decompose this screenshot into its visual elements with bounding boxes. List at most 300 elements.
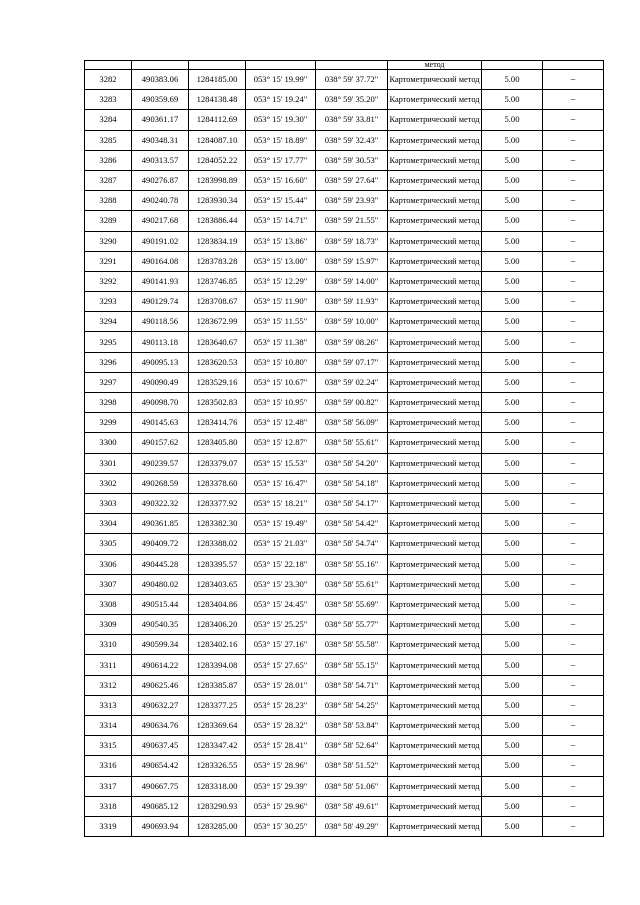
point-number-cell: 3294 <box>85 312 132 332</box>
method-cell: Картометрический метод <box>388 776 482 796</box>
table-row <box>85 312 604 332</box>
y-coordinate-cell: 1284185.00 <box>189 70 246 90</box>
accuracy-cell: 5.00 <box>482 493 543 513</box>
table-row <box>85 776 604 796</box>
method-cell: Картометрический метод <box>388 635 482 655</box>
longitude-cell: 038° 59' 15.97" <box>316 251 388 271</box>
accuracy-cell: 5.00 <box>482 594 543 614</box>
table-row <box>85 514 604 534</box>
longitude-cell: 038° 58' 54.17" <box>316 493 388 513</box>
method-cell: Картометрический метод <box>388 251 482 271</box>
longitude-cell: 038° 59' 00.82" <box>316 393 388 413</box>
longitude-cell: 038° 58' 55.61" <box>316 574 388 594</box>
table-row <box>85 433 604 453</box>
y-coordinate-cell: 1283347.42 <box>189 736 246 756</box>
method-cell: Картометрический метод <box>388 170 482 190</box>
method-cell: Картометрический метод <box>388 110 482 130</box>
accuracy-cell: 5.00 <box>482 110 543 130</box>
longitude-cell: 038° 58' 55.77" <box>316 615 388 635</box>
latitude-cell: 053° 15' 25.25" <box>246 615 316 635</box>
latitude-cell: 053° 15' 21.03" <box>246 534 316 554</box>
point-number-cell: 3300 <box>85 433 132 453</box>
header-cell-empty <box>246 61 316 70</box>
table-row <box>85 493 604 513</box>
method-cell: Картометрический метод <box>388 433 482 453</box>
table-row <box>85 736 604 756</box>
note-cell: – <box>543 635 604 655</box>
y-coordinate-cell: 1283529.16 <box>189 372 246 392</box>
latitude-cell: 053° 15' 19.99" <box>246 70 316 90</box>
x-coordinate-cell: 490239.57 <box>132 453 189 473</box>
note-cell: – <box>543 816 604 836</box>
point-number-cell: 3283 <box>85 90 132 110</box>
accuracy-cell: 5.00 <box>482 534 543 554</box>
longitude-cell: 038° 59' 21.55" <box>316 211 388 231</box>
longitude-cell: 038° 58' 55.16" <box>316 554 388 574</box>
table-row <box>85 170 604 190</box>
longitude-cell: 038° 58' 51.06" <box>316 776 388 796</box>
table-row <box>85 554 604 574</box>
latitude-cell: 053° 15' 11.90" <box>246 292 316 312</box>
x-coordinate-cell: 490625.46 <box>132 675 189 695</box>
method-cell: Картометрический метод <box>388 716 482 736</box>
longitude-cell: 038° 59' 11.93" <box>316 292 388 312</box>
accuracy-cell: 5.00 <box>482 675 543 695</box>
x-coordinate-cell: 490480.02 <box>132 574 189 594</box>
longitude-cell: 038° 59' 10.00" <box>316 312 388 332</box>
y-coordinate-cell: 1283746.85 <box>189 271 246 291</box>
header-cell-empty <box>543 61 604 70</box>
y-coordinate-cell: 1283285.00 <box>189 816 246 836</box>
y-coordinate-cell: 1283395.57 <box>189 554 246 574</box>
table-row <box>85 716 604 736</box>
longitude-cell: 038° 58' 54.42" <box>316 514 388 534</box>
table-body <box>85 61 604 837</box>
point-number-cell: 3310 <box>85 635 132 655</box>
accuracy-cell: 5.00 <box>482 312 543 332</box>
point-number-cell: 3305 <box>85 534 132 554</box>
y-coordinate-cell: 1283405.80 <box>189 433 246 453</box>
y-coordinate-cell: 1283998.89 <box>189 170 246 190</box>
note-cell: – <box>543 393 604 413</box>
note-cell: – <box>543 736 604 756</box>
accuracy-cell: 5.00 <box>482 574 543 594</box>
latitude-cell: 053° 15' 27.16" <box>246 635 316 655</box>
method-cell: Картометрический метод <box>388 796 482 816</box>
latitude-cell: 053° 15' 16.60" <box>246 170 316 190</box>
longitude-cell: 038° 59' 08.26" <box>316 332 388 352</box>
accuracy-cell: 5.00 <box>482 514 543 534</box>
accuracy-cell: 5.00 <box>482 433 543 453</box>
method-cell: Картометрический метод <box>388 453 482 473</box>
y-coordinate-cell: 1283708.67 <box>189 292 246 312</box>
y-coordinate-cell: 1283385.87 <box>189 675 246 695</box>
x-coordinate-cell: 490359.69 <box>132 90 189 110</box>
note-cell: – <box>543 433 604 453</box>
note-cell: – <box>543 413 604 433</box>
point-number-cell: 3311 <box>85 655 132 675</box>
latitude-cell: 053° 15' 10.95" <box>246 393 316 413</box>
x-coordinate-cell: 490191.02 <box>132 231 189 251</box>
note-cell: – <box>543 756 604 776</box>
x-coordinate-cell: 490654.42 <box>132 756 189 776</box>
note-cell: – <box>543 534 604 554</box>
longitude-cell: 038° 58' 55.61" <box>316 433 388 453</box>
table-row <box>85 393 604 413</box>
x-coordinate-cell: 490145.63 <box>132 413 189 433</box>
point-number-cell: 3289 <box>85 211 132 231</box>
y-coordinate-cell: 1283834.19 <box>189 231 246 251</box>
x-coordinate-cell: 490614.22 <box>132 655 189 675</box>
point-number-cell: 3312 <box>85 675 132 695</box>
longitude-cell: 038° 59' 23.93" <box>316 191 388 211</box>
point-number-cell: 3287 <box>85 170 132 190</box>
latitude-cell: 053° 15' 14.71" <box>246 211 316 231</box>
point-number-cell: 3306 <box>85 554 132 574</box>
accuracy-cell: 5.00 <box>482 231 543 251</box>
x-coordinate-cell: 490540.35 <box>132 615 189 635</box>
table-row <box>85 473 604 493</box>
table-row <box>85 211 604 231</box>
accuracy-cell: 5.00 <box>482 170 543 190</box>
x-coordinate-cell: 490634.76 <box>132 716 189 736</box>
table-row <box>85 635 604 655</box>
table-row <box>85 231 604 251</box>
latitude-cell: 053° 15' 19.24" <box>246 90 316 110</box>
latitude-cell: 053° 15' 28.96" <box>246 756 316 776</box>
note-cell: – <box>543 493 604 513</box>
method-cell: Картометрический метод <box>388 90 482 110</box>
method-cell: Картометрический метод <box>388 695 482 715</box>
longitude-cell: 038° 58' 55.69" <box>316 594 388 614</box>
point-number-cell: 3285 <box>85 130 132 150</box>
note-cell: – <box>543 251 604 271</box>
y-coordinate-cell: 1283620.53 <box>189 352 246 372</box>
y-coordinate-cell: 1283640.67 <box>189 332 246 352</box>
latitude-cell: 053° 15' 10.67" <box>246 372 316 392</box>
x-coordinate-cell: 490515.44 <box>132 594 189 614</box>
x-coordinate-cell: 490098.70 <box>132 393 189 413</box>
latitude-cell: 053° 15' 15.53" <box>246 453 316 473</box>
accuracy-cell: 5.00 <box>482 655 543 675</box>
note-cell: – <box>543 90 604 110</box>
table-row <box>85 453 604 473</box>
latitude-cell: 053° 15' 18.21" <box>246 493 316 513</box>
accuracy-cell: 5.00 <box>482 372 543 392</box>
accuracy-cell: 5.00 <box>482 796 543 816</box>
note-cell: – <box>543 312 604 332</box>
accuracy-cell: 5.00 <box>482 615 543 635</box>
y-coordinate-cell: 1283377.92 <box>189 493 246 513</box>
note-cell: – <box>543 574 604 594</box>
note-cell: – <box>543 130 604 150</box>
point-number-cell: 3302 <box>85 473 132 493</box>
x-coordinate-cell: 490129.74 <box>132 292 189 312</box>
longitude-cell: 038° 59' 02.24" <box>316 372 388 392</box>
point-number-cell: 3318 <box>85 796 132 816</box>
note-cell: – <box>543 211 604 231</box>
latitude-cell: 053° 15' 11.38" <box>246 332 316 352</box>
longitude-cell: 038° 59' 18.73" <box>316 231 388 251</box>
method-cell: Картометрический метод <box>388 493 482 513</box>
method-cell: Картометрический метод <box>388 312 482 332</box>
note-cell: – <box>543 271 604 291</box>
table-row <box>85 271 604 291</box>
y-coordinate-cell: 1283377.25 <box>189 695 246 715</box>
accuracy-cell: 5.00 <box>482 150 543 170</box>
table-row <box>85 756 604 776</box>
table-row <box>85 675 604 695</box>
x-coordinate-cell: 490383.06 <box>132 70 189 90</box>
x-coordinate-cell: 490217.68 <box>132 211 189 231</box>
latitude-cell: 053° 15' 29.96" <box>246 796 316 816</box>
note-cell: – <box>543 473 604 493</box>
note-cell: – <box>543 554 604 574</box>
longitude-cell: 038° 58' 54.74" <box>316 534 388 554</box>
table-row <box>85 150 604 170</box>
x-coordinate-cell: 490322.32 <box>132 493 189 513</box>
table-row <box>85 292 604 312</box>
y-coordinate-cell: 1283406.20 <box>189 615 246 635</box>
method-cell: Картометрический метод <box>388 675 482 695</box>
x-coordinate-cell: 490118.56 <box>132 312 189 332</box>
y-coordinate-cell: 1283402.16 <box>189 635 246 655</box>
note-cell: – <box>543 292 604 312</box>
accuracy-cell: 5.00 <box>482 776 543 796</box>
method-cell: Картометрический метод <box>388 292 482 312</box>
y-coordinate-cell: 1283378.60 <box>189 473 246 493</box>
table-row <box>85 372 604 392</box>
x-coordinate-cell: 490164.08 <box>132 251 189 271</box>
table-row <box>85 110 604 130</box>
accuracy-cell: 5.00 <box>482 736 543 756</box>
note-cell: – <box>543 453 604 473</box>
table-row <box>85 130 604 150</box>
note-cell: – <box>543 70 604 90</box>
continued-header-row <box>85 61 604 70</box>
longitude-cell: 038° 59' 30.53" <box>316 150 388 170</box>
x-coordinate-cell: 490409.72 <box>132 534 189 554</box>
point-number-cell: 3290 <box>85 231 132 251</box>
latitude-cell: 053° 15' 13.00" <box>246 251 316 271</box>
table-row <box>85 615 604 635</box>
y-coordinate-cell: 1283783.28 <box>189 251 246 271</box>
latitude-cell: 053° 15' 23.30" <box>246 574 316 594</box>
accuracy-cell: 5.00 <box>482 130 543 150</box>
y-coordinate-cell: 1284087.10 <box>189 130 246 150</box>
latitude-cell: 053° 15' 12.87" <box>246 433 316 453</box>
point-number-cell: 3288 <box>85 191 132 211</box>
longitude-cell: 038° 58' 49.61" <box>316 796 388 816</box>
method-cell: Картометрический метод <box>388 816 482 836</box>
accuracy-cell: 5.00 <box>482 413 543 433</box>
longitude-cell: 038° 58' 53.84" <box>316 716 388 736</box>
point-number-cell: 3317 <box>85 776 132 796</box>
method-cell: Картометрический метод <box>388 473 482 493</box>
method-cell: Картометрический метод <box>388 372 482 392</box>
table-row <box>85 655 604 675</box>
x-coordinate-cell: 490157.62 <box>132 433 189 453</box>
latitude-cell: 053° 15' 12.29" <box>246 271 316 291</box>
latitude-cell: 053° 15' 19.49" <box>246 514 316 534</box>
x-coordinate-cell: 490361.85 <box>132 514 189 534</box>
method-cell: Картометрический метод <box>388 332 482 352</box>
accuracy-cell: 5.00 <box>482 70 543 90</box>
note-cell: – <box>543 796 604 816</box>
table-row <box>85 574 604 594</box>
table-row <box>85 191 604 211</box>
x-coordinate-cell: 490113.18 <box>132 332 189 352</box>
point-number-cell: 3301 <box>85 453 132 473</box>
y-coordinate-cell: 1284112.69 <box>189 110 246 130</box>
header-cell-empty <box>189 61 246 70</box>
note-cell: – <box>543 716 604 736</box>
method-cell: Картометрический метод <box>388 514 482 534</box>
longitude-cell: 038° 58' 54.20" <box>316 453 388 473</box>
point-number-cell: 3303 <box>85 493 132 513</box>
longitude-cell: 038° 58' 52.64" <box>316 736 388 756</box>
method-cell: Картометрический метод <box>388 756 482 776</box>
latitude-cell: 053° 15' 28.41" <box>246 736 316 756</box>
latitude-cell: 053° 15' 13.86" <box>246 231 316 251</box>
longitude-cell: 038° 58' 54.71" <box>316 675 388 695</box>
x-coordinate-cell: 490685.12 <box>132 796 189 816</box>
latitude-cell: 053° 15' 28.23" <box>246 695 316 715</box>
longitude-cell: 038° 59' 32.43" <box>316 130 388 150</box>
method-cell: Картометрический метод <box>388 70 482 90</box>
y-coordinate-cell: 1283403.65 <box>189 574 246 594</box>
accuracy-cell: 5.00 <box>482 554 543 574</box>
y-coordinate-cell: 1283388.02 <box>189 534 246 554</box>
longitude-cell: 038° 58' 55.15" <box>316 655 388 675</box>
y-coordinate-cell: 1283930.34 <box>189 191 246 211</box>
latitude-cell: 053° 15' 15.44" <box>246 191 316 211</box>
table-row <box>85 413 604 433</box>
note-cell: – <box>543 231 604 251</box>
accuracy-cell: 5.00 <box>482 191 543 211</box>
method-cell: Картометрический метод <box>388 130 482 150</box>
y-coordinate-cell: 1284052.22 <box>189 150 246 170</box>
method-cell: Картометрический метод <box>388 615 482 635</box>
table-row <box>85 332 604 352</box>
point-number-cell: 3286 <box>85 150 132 170</box>
y-coordinate-cell: 1283672.99 <box>189 312 246 332</box>
latitude-cell: 053° 15' 12.48" <box>246 413 316 433</box>
point-number-cell: 3307 <box>85 574 132 594</box>
note-cell: – <box>543 655 604 675</box>
point-number-cell: 3299 <box>85 413 132 433</box>
longitude-cell: 038° 58' 49.29" <box>316 816 388 836</box>
longitude-cell: 038° 58' 51.52" <box>316 756 388 776</box>
method-cell: Картометрический метод <box>388 554 482 574</box>
method-cell: Картометрический метод <box>388 655 482 675</box>
point-number-cell: 3304 <box>85 514 132 534</box>
y-coordinate-cell: 1283326.55 <box>189 756 246 776</box>
longitude-cell: 038° 59' 14.00" <box>316 271 388 291</box>
note-cell: – <box>543 776 604 796</box>
point-number-cell: 3284 <box>85 110 132 130</box>
header-cell-method: метод <box>388 61 482 70</box>
latitude-cell: 053° 15' 19.30" <box>246 110 316 130</box>
x-coordinate-cell: 490637.45 <box>132 736 189 756</box>
latitude-cell: 053° 15' 27.65" <box>246 655 316 675</box>
accuracy-cell: 5.00 <box>482 271 543 291</box>
x-coordinate-cell: 490095.13 <box>132 352 189 372</box>
header-cell-empty <box>482 61 543 70</box>
longitude-cell: 038° 58' 54.25" <box>316 695 388 715</box>
method-cell: Картометрический метод <box>388 574 482 594</box>
method-cell: Картометрический метод <box>388 736 482 756</box>
y-coordinate-cell: 1283414.76 <box>189 413 246 433</box>
longitude-cell: 038° 59' 35.20" <box>316 90 388 110</box>
table-row <box>85 695 604 715</box>
accuracy-cell: 5.00 <box>482 352 543 372</box>
point-number-cell: 3296 <box>85 352 132 372</box>
x-coordinate-cell: 490141.93 <box>132 271 189 291</box>
y-coordinate-cell: 1283290.93 <box>189 796 246 816</box>
point-number-cell: 3297 <box>85 372 132 392</box>
y-coordinate-cell: 1283502.83 <box>189 393 246 413</box>
x-coordinate-cell: 490632.27 <box>132 695 189 715</box>
header-cell-empty <box>85 61 132 70</box>
method-cell: Картометрический метод <box>388 191 482 211</box>
accuracy-cell: 5.00 <box>482 90 543 110</box>
point-number-cell: 3314 <box>85 716 132 736</box>
accuracy-cell: 5.00 <box>482 816 543 836</box>
y-coordinate-cell: 1283382.30 <box>189 514 246 534</box>
longitude-cell: 038° 59' 27.64" <box>316 170 388 190</box>
x-coordinate-cell: 490445.28 <box>132 554 189 574</box>
note-cell: – <box>543 615 604 635</box>
point-number-cell: 3313 <box>85 695 132 715</box>
accuracy-cell: 5.00 <box>482 292 543 312</box>
note-cell: – <box>543 332 604 352</box>
x-coordinate-cell: 490240.78 <box>132 191 189 211</box>
y-coordinate-cell: 1283394.08 <box>189 655 246 675</box>
latitude-cell: 053° 15' 11.55" <box>246 312 316 332</box>
latitude-cell: 053° 15' 28.01" <box>246 675 316 695</box>
latitude-cell: 053° 15' 17.77" <box>246 150 316 170</box>
point-number-cell: 3316 <box>85 756 132 776</box>
note-cell: – <box>543 110 604 130</box>
accuracy-cell: 5.00 <box>482 453 543 473</box>
x-coordinate-cell: 490348.31 <box>132 130 189 150</box>
point-number-cell: 3308 <box>85 594 132 614</box>
y-coordinate-cell: 1283404.86 <box>189 594 246 614</box>
table-row <box>85 352 604 372</box>
accuracy-cell: 5.00 <box>482 251 543 271</box>
accuracy-cell: 5.00 <box>482 756 543 776</box>
method-cell: Картометрический метод <box>388 150 482 170</box>
x-coordinate-cell: 490276.87 <box>132 170 189 190</box>
note-cell: – <box>543 594 604 614</box>
y-coordinate-cell: 1283318.00 <box>189 776 246 796</box>
accuracy-cell: 5.00 <box>482 332 543 352</box>
longitude-cell: 038° 58' 55.58" <box>316 635 388 655</box>
accuracy-cell: 5.00 <box>482 695 543 715</box>
x-coordinate-cell: 490667.75 <box>132 776 189 796</box>
accuracy-cell: 5.00 <box>482 473 543 493</box>
latitude-cell: 053° 15' 28.32" <box>246 716 316 736</box>
coordinates-table <box>84 60 604 837</box>
latitude-cell: 053° 15' 16.47" <box>246 473 316 493</box>
x-coordinate-cell: 490599.34 <box>132 635 189 655</box>
point-number-cell: 3309 <box>85 615 132 635</box>
table-row <box>85 796 604 816</box>
longitude-cell: 038° 58' 56.09" <box>316 413 388 433</box>
point-number-cell: 3293 <box>85 292 132 312</box>
accuracy-cell: 5.00 <box>482 716 543 736</box>
